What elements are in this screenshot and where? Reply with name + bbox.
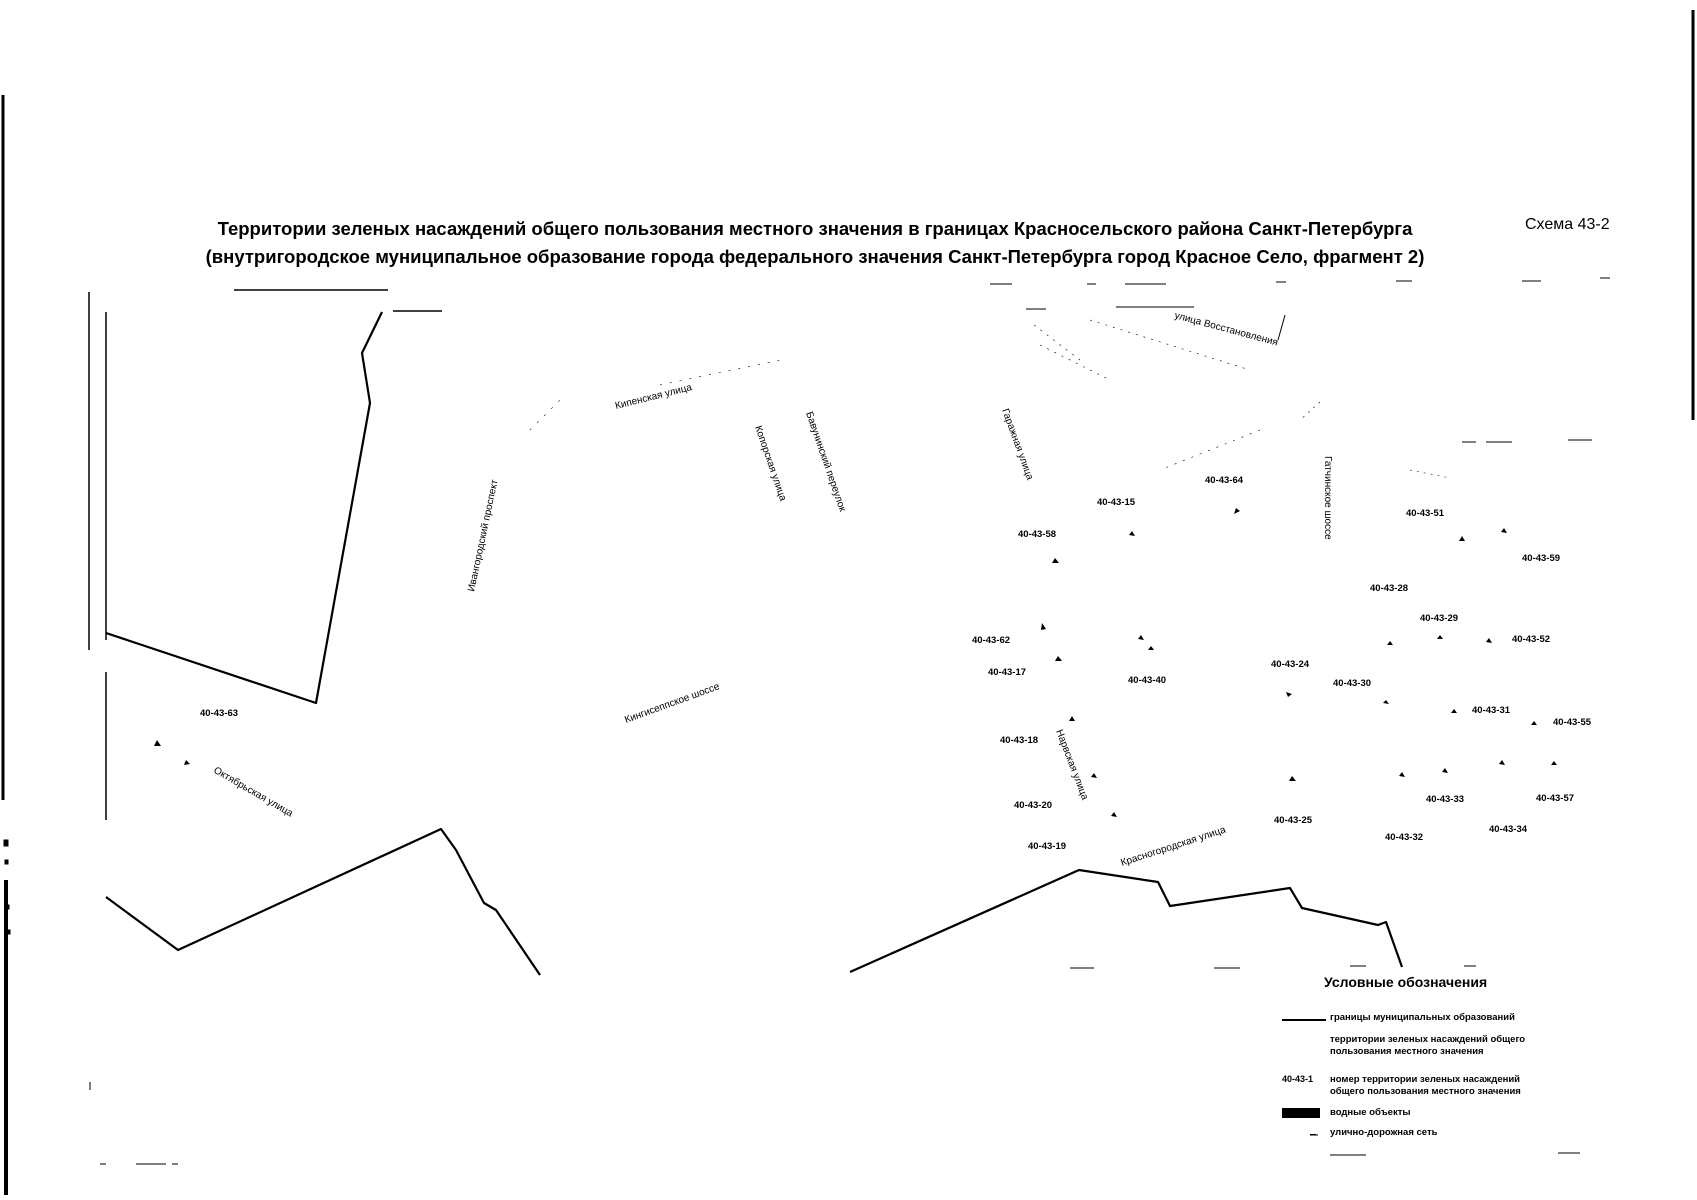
road-network-swatch (1310, 1134, 1316, 1135)
territory-label: 40-43-28 (1370, 583, 1409, 594)
territory-markers (154, 508, 1557, 820)
legend-item-road-network (1270, 1127, 1570, 1141)
legend-item-text: территории зеленых насаждений общего пользования местного значения (1330, 1034, 1526, 1057)
territory-label: 40-43-63 (200, 708, 239, 719)
map-title-line-1: Территории зеленых насаждений общего пользования местного значения в границах Красносельского района Санкт-Петербурга (217, 218, 1413, 239)
territory-label: 40-43-17 (988, 667, 1027, 678)
street-label: Кипенская улица (614, 382, 694, 412)
street-label: Октябрьская улица (211, 765, 295, 820)
territory-label: 40-43-40 (1128, 675, 1167, 686)
territory-label: 40-43-29 (1420, 613, 1459, 624)
legend-title: Условные обозначения (1324, 974, 1488, 990)
territory-label: 40-43-32 (1385, 832, 1424, 843)
territory-label: 40-43-15 (1097, 497, 1136, 508)
map-title-line-2: (внутригородское муниципальное образование города федерального значения Санкт-Петербурга город Красное Село, фрагмент 2) (205, 246, 1425, 267)
legend-item-text: водные объекты (1330, 1107, 1411, 1118)
legend-item-boundary (1270, 1012, 1570, 1026)
street-label: Копорская улица (752, 424, 789, 503)
territory-label: 40-43-33 (1426, 794, 1465, 805)
territory-label: 40-43-62 (972, 635, 1011, 646)
territory-label: 40-43-59 (1522, 553, 1561, 564)
territory-label: 40-43-52 (1512, 634, 1551, 645)
street-label: Красногородская улица (1119, 824, 1228, 869)
street-label: Ивангородский проспект (466, 478, 501, 593)
street-label: Кингисеппское шоссе (623, 681, 722, 726)
street-label: Нарвская улица (1053, 728, 1091, 802)
street-label: Бавунинский переулок (803, 410, 848, 514)
territory-label: 40-43-34 (1489, 824, 1528, 835)
territory-label: 40-43-64 (1205, 475, 1244, 486)
street-label: Гатчинское шоссе (1322, 456, 1333, 540)
legend-item-water (1270, 1107, 1570, 1121)
legend-item-green-territory (1270, 1034, 1570, 1062)
territory-label: 40-43-31 (1472, 705, 1511, 716)
boundary-line-swatch (1282, 1019, 1326, 1021)
street-label: улица Восстановления (1173, 310, 1280, 349)
territory-label: 40-43-25 (1274, 815, 1313, 826)
street-labels (212, 310, 1334, 869)
territory-label: 40-43-18 (1000, 735, 1039, 746)
legend-item-text: номер территории зеленых насаждений общего пользования местного значения (1330, 1074, 1521, 1097)
territory-label: 40-43-51 (1406, 508, 1445, 519)
legend-item-territory-number (1270, 1074, 1570, 1102)
territory-label: 40-43-24 (1271, 659, 1310, 670)
street-label: Гаражная улица (999, 407, 1036, 482)
municipal-boundary (106, 312, 1402, 975)
territory-labels (200, 475, 1592, 852)
scheme-number: Схема 43-2 (1525, 216, 1610, 233)
map-frame (89, 290, 442, 820)
road-network (90, 278, 1610, 1164)
legend-code-sample: 40-43-1 (1282, 1074, 1314, 1084)
territory-label: 40-43-20 (1014, 800, 1053, 811)
territory-label: 40-43-58 (1018, 529, 1057, 540)
legend-item-text: улично-дорожная сеть (1330, 1127, 1438, 1138)
territory-label: 40-43-57 (1536, 793, 1575, 804)
legend-item-text: границы муниципальных образований (1330, 1012, 1515, 1023)
territory-label: 40-43-30 (1333, 678, 1372, 689)
water-swatch (1282, 1108, 1320, 1118)
territory-label: 40-43-55 (1553, 717, 1592, 728)
territory-label: 40-43-19 (1028, 841, 1067, 852)
